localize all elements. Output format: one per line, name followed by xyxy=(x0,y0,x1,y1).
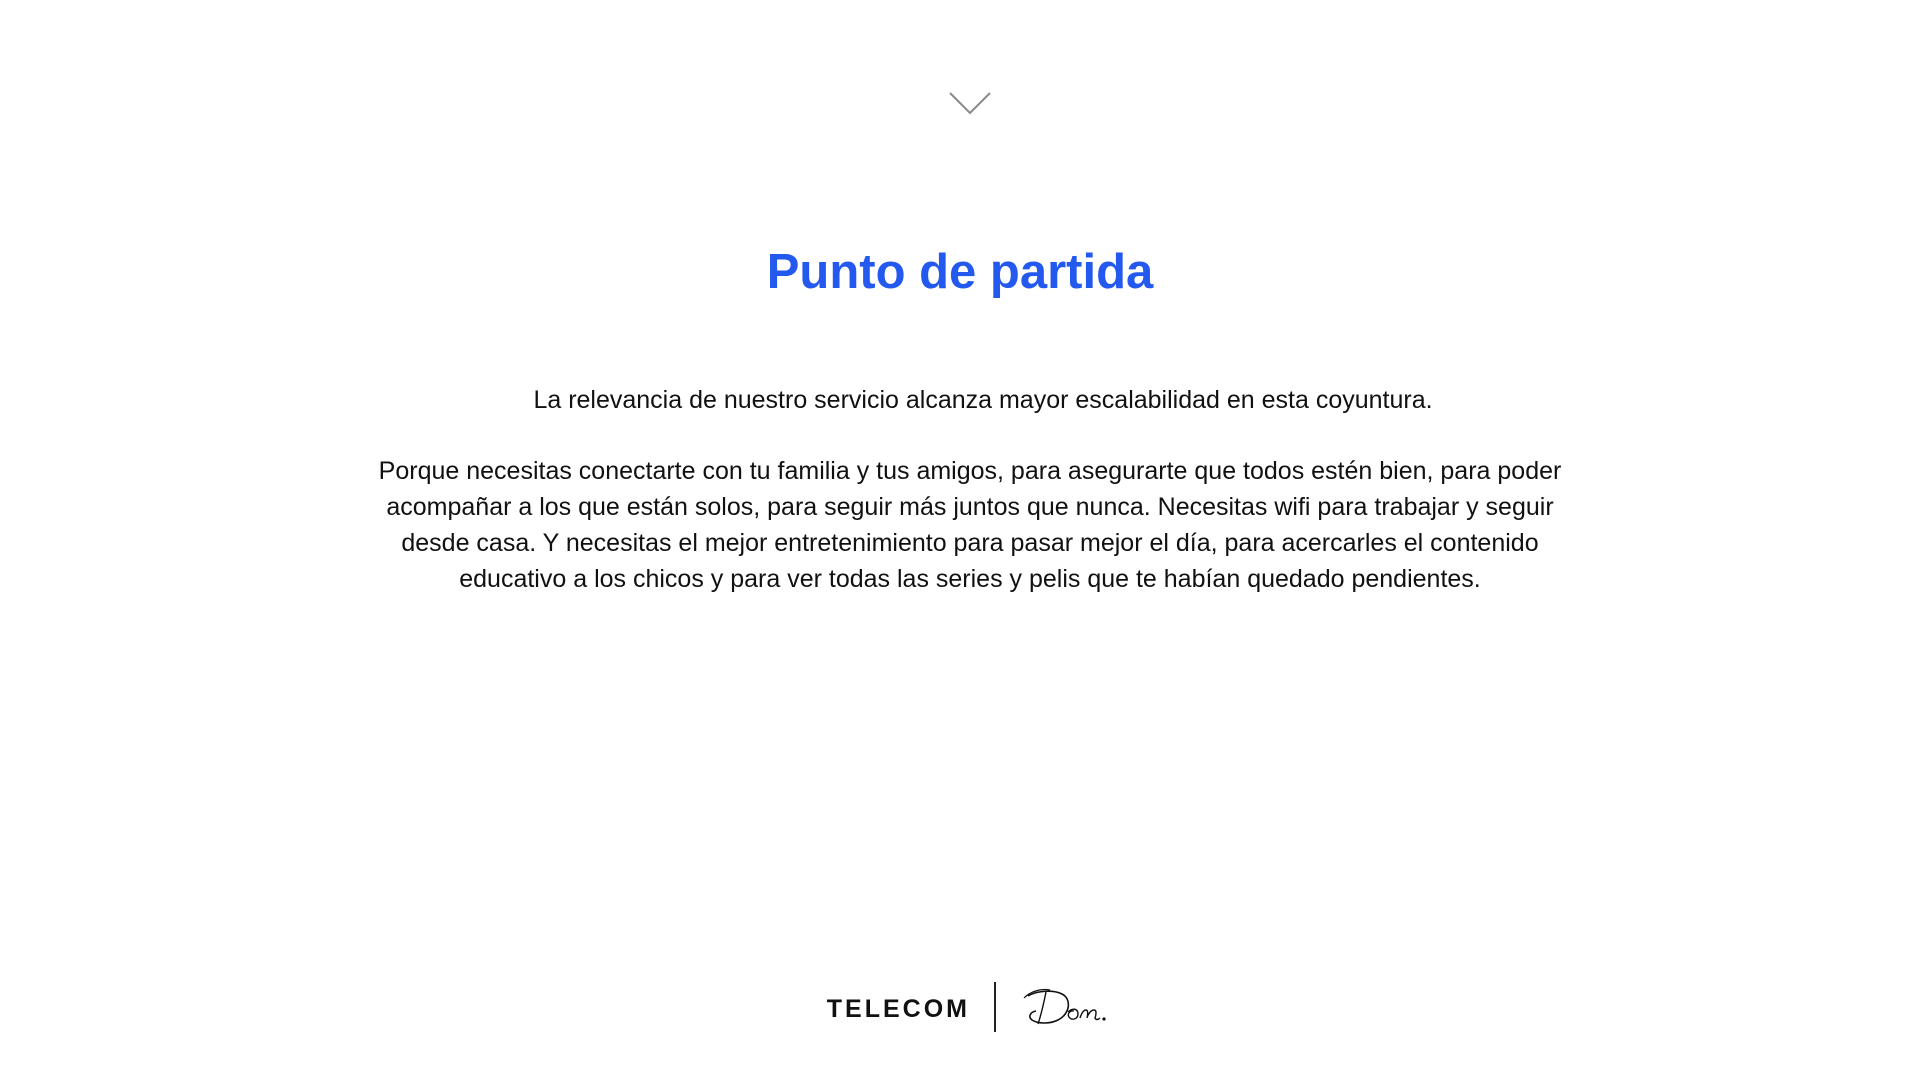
chevron-down-icon xyxy=(948,90,992,116)
don-script-logo-icon xyxy=(1020,984,1110,1030)
scroll-down-button[interactable] xyxy=(948,90,992,116)
intro-paragraph: La relevancia de nuestro servicio alcanza mayor escalabilidad en esta coyuntura. xyxy=(533,386,1433,414)
body-paragraph: Porque necesitas conectarte con tu familia y tus amigos, para asegurarte que todos estén bien, para poder acompañar a los que están solos, para seguir más juntos que nunca. Necesitas wifi para trabajar y seguir desde casa. Y necesitas el mejor entretenimiento para pasar mejor el día, para acercarles el contenido educativo a los chicos y para ver todas las series y pelis que te habían quedado pendientes. xyxy=(378,457,1562,593)
page-title: Punto de partida xyxy=(766,245,1154,299)
footer-divider xyxy=(994,982,996,1032)
footer xyxy=(0,980,1920,1034)
don-logo xyxy=(1020,984,1110,1030)
telecom-logo: TELECOM xyxy=(826,995,970,1023)
